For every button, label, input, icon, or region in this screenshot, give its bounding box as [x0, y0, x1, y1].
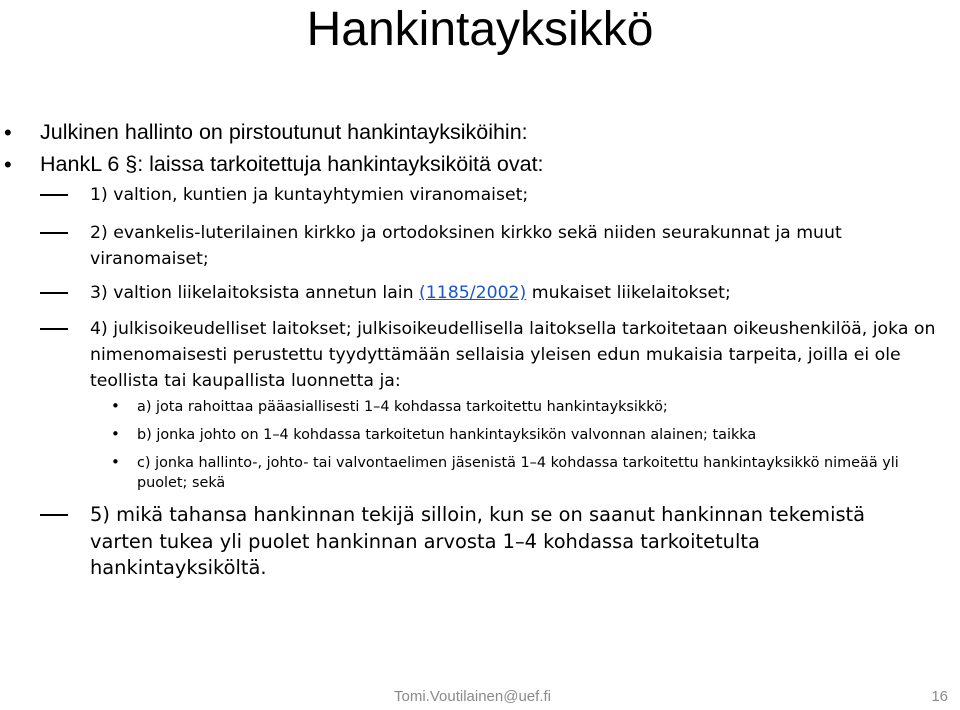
footer-email: Tomi.Voutilainen@uef.fi [394, 688, 551, 705]
bullet-icon: • [4, 152, 12, 177]
bullet-text: Julkinen hallinto on pirstoutunut hankintayksiköihin: [40, 120, 528, 144]
list-item-3 [90, 280, 948, 306]
dash-icon [40, 194, 68, 196]
list-item-2 [90, 220, 948, 272]
list-item-text: 2) evankelis-luterilainen kirkko ja ortodoksinen kirkko sekä niiden seurakunnat ja muut viranomaiset; [90, 223, 842, 269]
bullet-icon: • [4, 120, 12, 145]
dash-icon [40, 232, 68, 234]
list-item-text: 1) valtion, kuntien ja kuntayhtymien viranomaiset; [90, 185, 529, 205]
law-reference-link[interactable]: (1185/2002) [419, 283, 527, 303]
sub-item-text: a) jota rahoittaa pääasiallisesti 1–4 kohdassa tarkoitettu hankintayksikkö; [137, 399, 668, 415]
list-item-text-after: mukaiset liikelaitokset; [526, 283, 731, 303]
list-item-text: 5) mikä tahansa hankinnan tekijä silloin, kun se on saanut hankinnan tekemistä varten tukea yli puolet hankinnan arvosta 1–4 kohdassa tarkoitetulta hankintayksiköltä. [90, 503, 866, 579]
bullet-item-1 [4, 118, 528, 147]
bullet-item-2 [4, 150, 544, 179]
list-item-5 [90, 502, 890, 582]
sub-item-text: c) jonka hallinto-, johto- tai valvontaelimen jäsenistä 1–4 kohdassa tarkoitettu hankintayksikkö nimeää yli puolet; sekä [137, 455, 899, 491]
sub-item-c [111, 453, 937, 493]
list-item-text-before: 3) valtion liikelaitoksista annetun lain [90, 283, 420, 303]
bullet-text: HankL 6 §: laissa tarkoitettuja hankintayksiköitä ovat: [40, 152, 544, 176]
dash-icon [40, 514, 68, 516]
page-number: 16 [931, 688, 948, 705]
dash-icon [40, 328, 68, 330]
list-item-text: 4) julkisoikeudelliset laitokset; julkisoikeudellisella laitoksella tarkoitetaan oikeushenkilöä, joka on nimenomaisesti perustettu tyydyttämään sellaisia yleisen edun mukaisia tarpeita, joilla ei ole teollista tai kaupallista luonnetta ja: [90, 319, 936, 391]
list-item-4 [90, 316, 948, 394]
bullet-icon: • [111, 397, 120, 415]
sub-item-b [111, 425, 937, 445]
sub-item-a [111, 397, 937, 417]
sub-item-text: b) jonka johto on 1–4 kohdassa tarkoitetun hankintayksikön valvonnan alainen; taikka [137, 427, 757, 443]
bullet-icon: • [111, 453, 120, 471]
bullet-icon: • [111, 425, 120, 443]
dash-icon [40, 292, 68, 294]
slide-title: Hankintayksikkö [306, 3, 654, 56]
list-item-1 [90, 182, 948, 208]
